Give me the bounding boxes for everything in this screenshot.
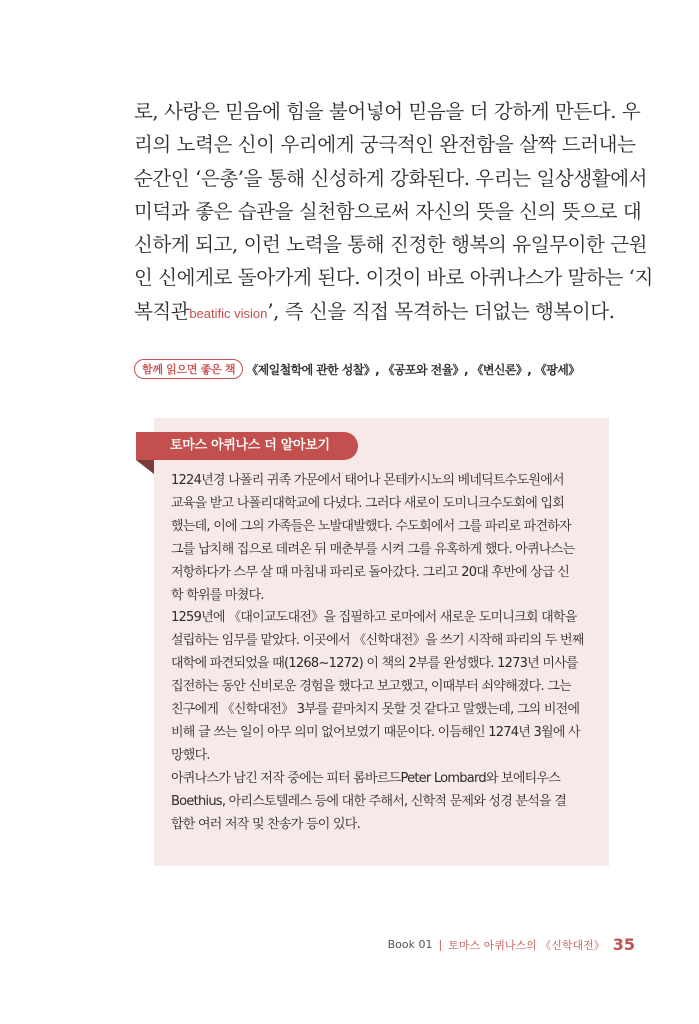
box-line: 비해 글 쓰는 일이 아무 의미 없어보였기 때문이다. 이듬해인 1274년 3월에 사	[171, 724, 580, 740]
text-line: 순간인 ‘은총’을 통해 신성하게 강화된다. 우리는 일상생활에서	[134, 166, 648, 190]
box-line: 친구에게 《신학대전》 3부를 끝마치지 못할 것 같다고 말했는데, 그의 비전에	[171, 702, 580, 718]
page-number: 35	[612, 935, 635, 954]
box-line: 학 학위를 마쳤다.	[171, 587, 264, 603]
info-box-title: 토마스 아퀴나스 더 알아보기	[136, 432, 358, 460]
english-gloss: beatific vision	[189, 305, 268, 321]
text-fragment: 복직관	[134, 299, 190, 323]
box-line: 설립하는 임무를 맡았다. 이곳에서 《신학대전》을 쓰기 시작해 파리의 두 번째	[171, 633, 584, 649]
page-footer	[388, 935, 635, 954]
box-line: 합한 여러 저작 및 찬송가 등이 있다.	[171, 816, 360, 832]
recommended-books: 《제일철학에 관한 성찰》, 《공포와 전율》, 《변신론》, 《팡세》	[246, 362, 580, 377]
ribbon-fold	[136, 460, 154, 474]
box-line: 1224년경 나폴리 귀족 가문에서 태어나 몬테카시노의 베네딕트수도원에서	[171, 473, 564, 488]
box-line: 했는데, 이에 그의 가족들은 노발대발했다. 수도회에서 그를 파리로 파견하자	[171, 518, 571, 534]
text-line: 로, 사랑은 믿음에 힘을 불어넣어 믿음을 더 강하게 만든다. 우	[134, 100, 641, 123]
box-line: 저항하다가 스무 살 때 마침내 파리로 돌아갔다. 그리고 20대 후반에 상급 신	[171, 564, 570, 580]
text-line: 리의 노력은 신이 우리에게 궁극적인 완전함을 살짝 드러내는	[134, 133, 636, 157]
footer-title: 토마스 아퀴나스의 《신학대전》	[448, 938, 605, 952]
text-line: 인 신에게로 돌아가게 된다. 이것이 바로 아퀴나스가 말하는 ‘지	[134, 266, 653, 290]
box-line: 그를 납치해 집으로 데려온 뒤 매춘부를 시켜 그를 유혹하게 했다. 아퀴나스는	[171, 541, 575, 557]
box-line: 1259년에 《대이교도대전》을 집필하고 로마에서 새로운 도미니크회 대학을	[171, 610, 577, 626]
box-line: 망했다.	[171, 747, 210, 763]
box-line: Boethius, 아리스토텔레스 등에 대한 주해서, 신학적 문제와 성경 분석을 결	[171, 793, 567, 809]
footer-separator: |	[438, 938, 443, 951]
info-box-body	[171, 470, 593, 837]
text-fragment: ’, 즉 신을 직접 목격하는 더없는 행복이다.	[267, 299, 615, 323]
box-line: 집전하는 동안 신비로운 경험을 했다고 보고했고, 이때부터 쇠약해졌다. 그는	[171, 679, 571, 695]
main-paragraph	[134, 95, 653, 330]
recommended-badge: 함께 읽으면 좋은 책	[134, 359, 243, 379]
recommended-reading	[134, 358, 614, 380]
box-line: 대학에 파견되었을 때(1268~1272) 이 책의 2부를 완성했다. 1273년 미사를	[171, 656, 578, 672]
footer-book-label: Book 01	[387, 938, 433, 951]
box-line: 교육을 받고 나폴리대학교에 다녔다. 그러다 새로이 도미니크수도회에 입회	[171, 495, 565, 511]
text-line: 신하게 되고, 이런 노력을 통해 진정한 행복의 유일무이한 근원	[134, 233, 648, 257]
text-line: 미덕과 좋은 습관을 실천함으로써 자신의 뜻을 신의 뜻으로 대	[134, 199, 642, 223]
text-line-last	[134, 295, 614, 330]
box-line: 아퀴나스가 남긴 저작 중에는 피터 롬바르드Peter Lombard와 보에티우스	[171, 770, 561, 786]
